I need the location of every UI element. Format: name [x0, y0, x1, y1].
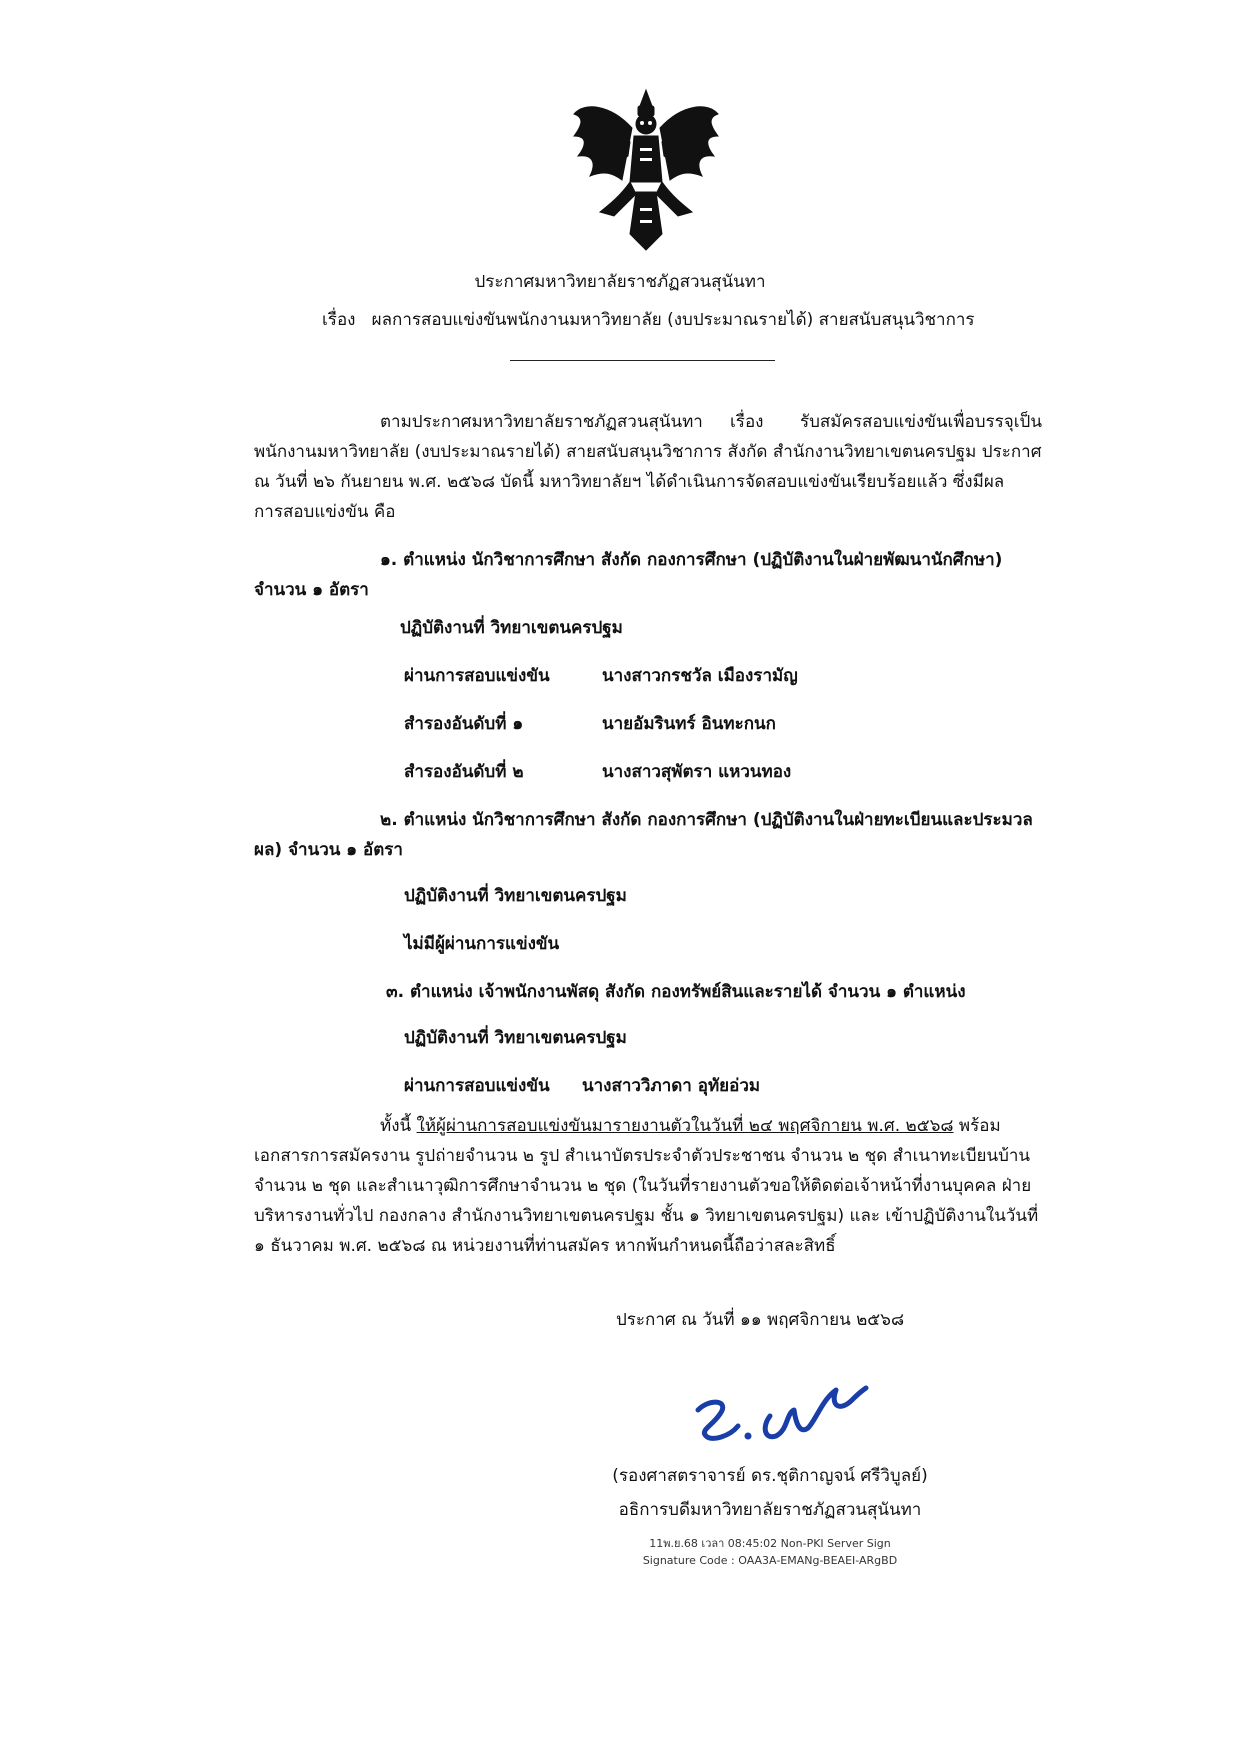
position-2-heading: ๒. ตำแหน่ง นักวิชาการศึกษา สังกัด กองการศึกษา (ปฏิบัติงานในฝ่ายทะเบียนและประมวล: [380, 810, 1033, 830]
subject-text: ผลการสอบแข่งขันพนักงานมหาวิทยาลัย (งบประมาณรายได้) สายสนับสนุนวิชาการ: [371, 310, 975, 330]
signer-title: อธิการบดีมหาวิทยาลัยราชภัฏสวนสุนันทา: [618, 1500, 922, 1520]
position-1-workplace: ปฏิบัติงานที่ วิทยาเขตนครปฐม: [400, 618, 623, 638]
signer-name: (รองศาสตราจารย์ ดร.ชุติกาญจน์ ศรีวิบูลย์): [612, 1466, 928, 1486]
position-1-heading-cont: จำนวน ๑ อัตรา: [254, 580, 369, 600]
e-signature-stamp: 11พ.ย.68 เวลา 08:45:02 Non-PKI Server Sign: [649, 1537, 891, 1550]
intro-line-4: การสอบแข่งขัน คือ: [254, 502, 396, 522]
intro-line-3: ณ วันที่ ๒๖ กันยายน พ.ศ. ๒๕๖๘ บัดนี้ มหาวิทยาลัยฯ ได้ดำเนินการจัดสอบแข่งขันเรียบร้อยแล้ว ซึ่งมีผล: [254, 472, 1005, 492]
announcement-title: ประกาศมหาวิทยาลัยราชภัฏสวนสุนันทา: [474, 272, 766, 292]
position-1-passed-label: ผ่านการสอบแข่งขัน: [404, 666, 550, 686]
subject-label: เรื่อง: [322, 310, 356, 330]
position-2-heading-cont: ผล) จำนวน ๑ อัตรา: [254, 840, 403, 860]
intro-line-1c: รับสมัครสอบแข่งขันเพื่อบรรจุเป็น: [800, 412, 1042, 432]
subject-line: [322, 306, 975, 333]
closing-line-5: ๑ ธันวาคม พ.ศ. ๒๕๖๘ ณ หน่วยงานที่ท่านสมัคร หากพ้นกำหนดนี้ถือว่าสละสิทธิ์: [254, 1236, 836, 1256]
signature-code: Signature Code : OAA3A-EMANg-BEAEI-ARgBD: [642, 1554, 898, 1567]
intro-line-1a: ตามประกาศมหาวิทยาลัยราชภัฏสวนสุนันทา: [380, 412, 703, 432]
position-2-workplace: ปฏิบัติงานที่ วิทยาเขตนครปฐม: [404, 886, 627, 906]
report-date-underlined: ให้ผู้ผ่านการสอบแข่งขันมารายงานตัวในวันที่ ๒๔ พฤศจิกายน พ.ศ. ๒๕๖๘: [416, 1116, 954, 1136]
position-1-reserve1-label: สำรองอันดับที่ ๑: [404, 714, 524, 734]
position-1-reserve2-label: สำรองอันดับที่ ๒: [404, 762, 524, 782]
position-1-reserve1-name: นายอัมรินทร์ อินทะกนก: [602, 714, 776, 734]
garuda-emblem-icon: [570, 84, 722, 254]
position-3-passed-label: ผ่านการสอบแข่งขัน: [404, 1076, 550, 1096]
position-3-passed-name: นางสาววิภาดา อุทัยอ่วม: [582, 1076, 761, 1096]
intro-line-1b: เรื่อง: [730, 412, 764, 432]
header-divider: [510, 360, 775, 361]
closing-line-1-end: พร้อม: [953, 1116, 1001, 1136]
announcement-date: ประกาศ ณ วันที่ ๑๑ พฤศจิกายน ๒๕๖๘: [616, 1310, 905, 1330]
position-1-passed-name: นางสาวกรชวัล เมืองรามัญ: [602, 666, 798, 686]
position-3-heading: ๓. ตำแหน่ง เจ้าพนักงานพัสดุ สังกัด กองทรัพย์สินและรายได้ จำนวน ๑ ตำแหน่ง: [386, 982, 966, 1002]
intro-line-2: พนักงานมหาวิทยาลัย (งบประมาณรายได้) สายสนับสนุนวิชาการ สังกัด สำนักงานวิทยาเขตนครปฐม ประกาศ: [254, 442, 1042, 462]
position-3-workplace: ปฏิบัติงานที่ วิทยาเขตนครปฐม: [404, 1028, 627, 1048]
position-1-heading: ๑. ตำแหน่ง นักวิชาการศึกษา สังกัด กองการศึกษา (ปฏิบัติงานในฝ่ายพัฒนานักศึกษา): [380, 550, 1003, 570]
closing-line-1: [380, 1112, 1001, 1139]
closing-line-1-start: ทั้งนี้: [380, 1116, 417, 1136]
closing-line-4: บริหารงานทั่วไป กองกลาง สำนักงานวิทยาเขตนครปฐม ชั้น ๑ วิทยาเขตนครปฐม) และ เข้าปฏิบัติงานในวันที่: [254, 1206, 1039, 1226]
closing-line-3: จำนวน ๒ ชุด และสำเนาวุฒิการศึกษาจำนวน ๒ ชุด (ในวันที่รายงานตัวขอให้ติดต่อเจ้าหน้าที่งานบุคคล ฝ่าย: [254, 1176, 1032, 1196]
position-1-reserve2-name: นางสาวสุพัตรา แหวนทอง: [602, 762, 792, 782]
position-2-result: ไม่มีผู้ผ่านการแข่งขัน: [404, 934, 560, 954]
closing-line-2: เอกสารการสมัครงาน รูปถ่ายจำนวน ๒ รูป สำเนาบัตรประจำตัวประชาชน จำนวน ๒ ชุด สำเนาทะเบียนบ้าน: [254, 1146, 1031, 1166]
handwritten-signature-icon: [690, 1370, 870, 1450]
